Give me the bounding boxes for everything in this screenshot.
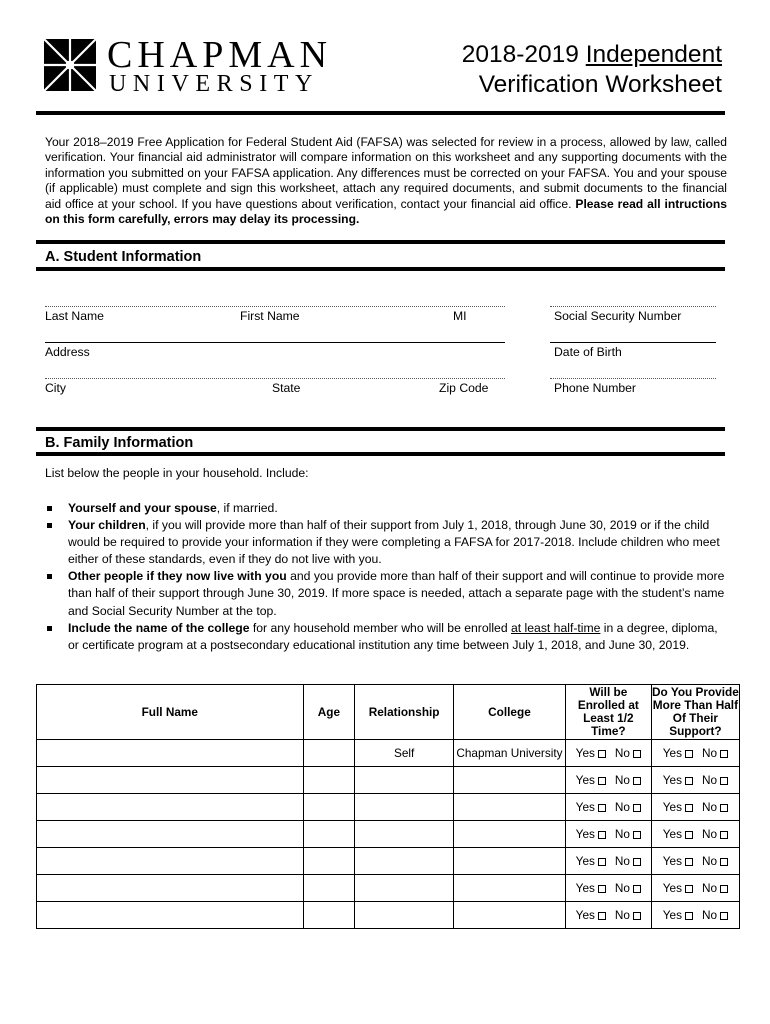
- section-b-top-rule: [36, 427, 725, 431]
- yes-label: Yes: [575, 773, 595, 787]
- relationship-cell[interactable]: [355, 767, 454, 794]
- no-label: No: [701, 881, 718, 895]
- household-table: [36, 684, 740, 929]
- header-age: Age: [303, 685, 355, 740]
- relationship-cell[interactable]: [355, 794, 454, 821]
- no-checkbox[interactable]: [633, 858, 641, 866]
- no-label: No: [614, 854, 630, 868]
- logo-wordmark-chapman: CHAPMAN: [107, 34, 333, 76]
- no-checkbox[interactable]: [633, 885, 641, 893]
- yes-checkbox[interactable]: [685, 858, 693, 866]
- bullet-other-people: [45, 568, 727, 619]
- full-name-cell[interactable]: [37, 794, 304, 821]
- yes-checkbox[interactable]: [685, 777, 693, 785]
- intro-body: Your 2018–2019 Free Application for Federal Student Aid (FAFSA) was selected for review in a process, allowed by law, called verification. Your financial aid administrator will compare information on this worksheet and any supporting documents with the information you submitted on your FAFSA application. Any differences must be corrected on your FAFSA. You and your spouse (if applicable) must complete and sign this worksheet, attach any required documents, and submit documents to the financial aid office at your school. If you have questions about verification, contact your financial aid office.: [45, 135, 727, 211]
- yes-checkbox[interactable]: [598, 858, 606, 866]
- support-cell: [651, 875, 739, 902]
- no-checkbox[interactable]: [720, 858, 728, 866]
- college-cell[interactable]: Chapman University: [454, 740, 566, 767]
- support-cell: [651, 740, 739, 767]
- address-label: Address: [45, 345, 90, 359]
- zip-label: Zip Code: [439, 381, 489, 395]
- no-checkbox[interactable]: [720, 750, 728, 758]
- logo-wordmark-university: UNIVERSITY: [109, 71, 319, 97]
- no-label: No: [701, 746, 718, 760]
- table-row: [37, 902, 740, 929]
- yes-label: Yes: [575, 800, 595, 814]
- age-cell[interactable]: [303, 848, 355, 875]
- table-row: [37, 821, 740, 848]
- no-checkbox[interactable]: [633, 804, 641, 812]
- yes-checkbox[interactable]: [685, 804, 693, 812]
- yes-label: Yes: [662, 773, 682, 787]
- yes-checkbox[interactable]: [598, 912, 606, 920]
- bullet-other-text: and you provide more than half of their support and will continue to provide more than half of their support through June 30, 2019. If more space is needed, attach a separate page with the student’s name and Social Security Number at the top.: [68, 569, 725, 618]
- header-support: [651, 685, 739, 740]
- full-name-cell[interactable]: [37, 821, 304, 848]
- yes-label: Yes: [662, 854, 682, 868]
- phone-label: Phone Number: [554, 381, 636, 395]
- bullet-square-icon: [47, 523, 52, 528]
- title-year: 2018-2019: [461, 41, 586, 68]
- table-header-row: [37, 685, 740, 740]
- enrolled-cell: [565, 875, 651, 902]
- header-college: College: [454, 685, 566, 740]
- enrolled-cell: [565, 821, 651, 848]
- bullet-children: [45, 517, 727, 568]
- bullet-square-icon: [47, 506, 52, 511]
- bullet-square-icon: [47, 574, 52, 579]
- header-support-line: Do You Provide: [652, 685, 739, 699]
- no-checkbox[interactable]: [720, 804, 728, 812]
- section-b-bottom-rule: [36, 452, 725, 456]
- support-cell: [651, 902, 739, 929]
- bullet-spouse-text: , if married.: [216, 501, 278, 515]
- yes-checkbox[interactable]: [598, 885, 606, 893]
- bullet-college-text-after: in a degree, diploma, or certificate program at a postsecondary educational institution any time between July 1, 2018, and June 30, 2019.: [68, 620, 718, 652]
- support-cell: [651, 794, 739, 821]
- dob-field-line[interactable]: [550, 342, 716, 343]
- state-label: State: [272, 381, 301, 395]
- bullet-college-bold: Include the name of the college: [68, 620, 250, 635]
- section-a-top-rule: [36, 240, 725, 244]
- no-label: No: [701, 908, 718, 922]
- relationship-cell[interactable]: [355, 821, 454, 848]
- yes-checkbox[interactable]: [598, 777, 606, 785]
- household-bullets: [45, 500, 727, 654]
- last-name-label: Last Name: [45, 309, 104, 323]
- college-cell[interactable]: [454, 767, 566, 794]
- no-label: No: [614, 908, 630, 922]
- enrolled-cell: [565, 848, 651, 875]
- table-row: [37, 740, 740, 767]
- title-line2: Verification Worksheet: [478, 71, 722, 98]
- college-cell[interactable]: [454, 848, 566, 875]
- no-checkbox[interactable]: [720, 912, 728, 920]
- city-field-line[interactable]: [45, 378, 505, 379]
- yes-checkbox[interactable]: [598, 750, 606, 758]
- yes-checkbox[interactable]: [598, 831, 606, 839]
- no-label: No: [701, 854, 718, 868]
- chapman-logo: [44, 34, 344, 99]
- yes-label: Yes: [575, 881, 595, 895]
- header-enrolled-line: Time?: [591, 724, 626, 738]
- section-a-title: A. Student Information: [45, 249, 202, 265]
- yes-label: Yes: [662, 746, 682, 760]
- household-intro: List below the people in your household. Include:: [45, 466, 309, 480]
- no-checkbox[interactable]: [633, 912, 641, 920]
- yes-label: Yes: [575, 908, 595, 922]
- yes-label: Yes: [662, 908, 682, 922]
- yes-checkbox[interactable]: [685, 831, 693, 839]
- college-cell[interactable]: [454, 902, 566, 929]
- first-name-label: First Name: [240, 309, 300, 323]
- bullet-college-text-before: for any household member who will be enrolled: [249, 620, 511, 635]
- college-cell[interactable]: [454, 794, 566, 821]
- enrolled-cell: [565, 767, 651, 794]
- title-independent: Independent: [585, 41, 722, 68]
- enrolled-cell: [565, 794, 651, 821]
- bullet-square-icon: [47, 626, 52, 631]
- header-enrolled-line: Least 1/2: [583, 711, 634, 725]
- no-label: No: [701, 773, 718, 787]
- header-full-name: Full Name: [37, 685, 304, 740]
- header-enrolled: [565, 685, 651, 740]
- no-label: No: [614, 827, 630, 841]
- table-row: [37, 848, 740, 875]
- no-checkbox[interactable]: [720, 885, 728, 893]
- yes-checkbox[interactable]: [685, 750, 693, 758]
- yes-label: Yes: [575, 827, 595, 841]
- no-checkbox[interactable]: [720, 831, 728, 839]
- college-cell[interactable]: [454, 821, 566, 848]
- full-name-cell[interactable]: [37, 902, 304, 929]
- bullet-college-underlined: at least half-time: [511, 620, 601, 635]
- enrolled-cell: [565, 902, 651, 929]
- support-cell: [651, 821, 739, 848]
- dob-label: Date of Birth: [554, 345, 622, 359]
- mi-label: MI: [453, 309, 467, 323]
- support-cell: [651, 767, 739, 794]
- relationship-cell[interactable]: [355, 902, 454, 929]
- address-field-line[interactable]: [45, 342, 505, 343]
- header-support-line: Support?: [669, 724, 722, 738]
- no-label: No: [701, 827, 718, 841]
- bullet-spouse-bold: Yourself and your spouse: [68, 501, 217, 515]
- no-checkbox[interactable]: [633, 750, 641, 758]
- ssn-label: Social Security Number: [554, 309, 682, 323]
- bullet-children-text: , if you will provide more than half of their support from July 1, 2018, through June 30, 2019 or if the child would be required to provide your information if they were completing a FAFSA for 2017-2018. Include children who meet either of these standards, even if they do not live with you.: [68, 518, 720, 567]
- bullet-college: [45, 620, 727, 654]
- header-enrolled-line: Will be: [589, 685, 628, 699]
- no-checkbox[interactable]: [720, 777, 728, 785]
- household-table-body: [37, 740, 740, 929]
- no-label: No: [614, 746, 630, 760]
- age-cell[interactable]: [303, 821, 355, 848]
- chapman-logo-mark-icon: [44, 39, 96, 91]
- header-relationship: Relationship: [355, 685, 454, 740]
- full-name-cell[interactable]: [37, 740, 304, 767]
- ssn-field-line[interactable]: [550, 306, 716, 307]
- city-label: City: [45, 381, 66, 395]
- bullet-spouse: [45, 500, 727, 517]
- age-cell[interactable]: [303, 794, 355, 821]
- age-cell[interactable]: [303, 875, 355, 902]
- name-field-line[interactable]: [45, 306, 505, 307]
- age-cell[interactable]: [303, 902, 355, 929]
- relationship-cell[interactable]: Self: [355, 740, 454, 767]
- table-row: [37, 875, 740, 902]
- header-enrolled-line: Enrolled at: [577, 698, 639, 712]
- college-cell[interactable]: [454, 875, 566, 902]
- no-label: No: [614, 881, 630, 895]
- no-checkbox[interactable]: [633, 777, 641, 785]
- no-checkbox[interactable]: [633, 831, 641, 839]
- support-cell: [651, 848, 739, 875]
- no-label: No: [614, 773, 630, 787]
- full-name-cell[interactable]: [37, 848, 304, 875]
- relationship-cell[interactable]: [355, 875, 454, 902]
- full-name-cell[interactable]: [37, 767, 304, 794]
- header-support-line: More Than Half: [652, 698, 739, 712]
- intro-warning: Please read all intructions on this form carefully, errors may delay its processing.: [45, 196, 727, 227]
- full-name-cell[interactable]: [37, 875, 304, 902]
- page-title: [462, 40, 722, 100]
- age-cell[interactable]: [303, 767, 355, 794]
- yes-checkbox[interactable]: [598, 804, 606, 812]
- relationship-cell[interactable]: [355, 848, 454, 875]
- section-b-title: B. Family Information: [45, 435, 194, 451]
- no-label: No: [701, 800, 718, 814]
- yes-label: Yes: [575, 746, 595, 760]
- age-cell[interactable]: [303, 740, 355, 767]
- table-row: [37, 767, 740, 794]
- header-support-line: Of Their: [672, 711, 719, 725]
- enrolled-cell: [565, 740, 651, 767]
- phone-field-line[interactable]: [550, 378, 716, 379]
- yes-label: Yes: [662, 881, 682, 895]
- yes-checkbox[interactable]: [685, 912, 693, 920]
- table-row: [37, 794, 740, 821]
- yes-checkbox[interactable]: [685, 885, 693, 893]
- bullet-children-bold: Your children: [68, 518, 146, 533]
- bullet-other-bold: Other people if they now live with you: [68, 569, 287, 584]
- yes-label: Yes: [662, 800, 682, 814]
- section-a-bottom-rule: [36, 267, 725, 271]
- yes-label: Yes: [662, 827, 682, 841]
- no-label: No: [614, 800, 630, 814]
- yes-label: Yes: [575, 854, 595, 868]
- header-rule: [36, 111, 725, 115]
- intro-paragraph: [45, 135, 727, 227]
